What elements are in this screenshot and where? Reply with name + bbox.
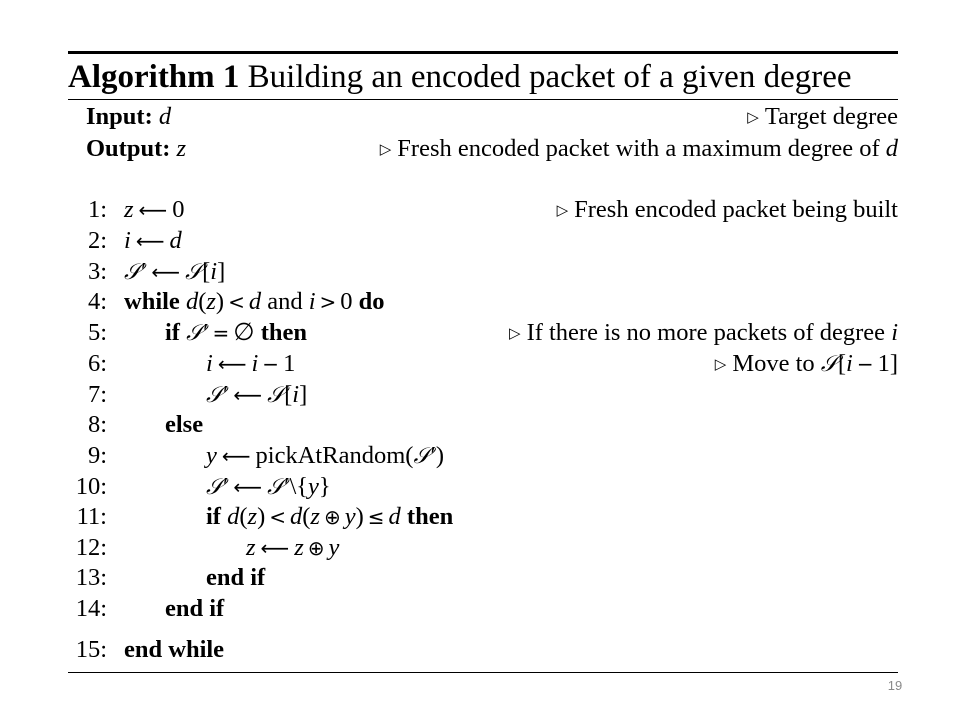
input-comment: ▷ Target degree [747,103,898,130]
line-code: while d(z) < d and i > 0 do [124,288,385,315]
output-var: z [176,135,187,162]
top-rule [68,51,898,54]
line-code: end while [124,636,225,663]
caption-rule [68,99,898,100]
line-code: if d(z) < d(z ⊕ y) ≤ d then [206,503,454,530]
line-code: 𝒮′ ⟵ 𝒮′\{y} [206,473,331,500]
algo-line-7 [68,379,898,411]
algo-line-11 [68,501,898,533]
line-code: z ⟵ z ⊕ y [246,534,340,561]
line-code: else [165,411,204,438]
line-code: y ⟵ pickAtRandom(𝒮′) [206,442,444,469]
comment-triangle-icon: ▷ [509,324,521,342]
input-line [68,101,898,133]
line-code: i ⟵ i − 1 [206,350,296,377]
algo-line-8 [68,409,898,441]
line-comment: ▷ Fresh encoded packet being built [556,196,898,223]
algo-line-3 [68,256,898,288]
line-number: 7: [87,381,107,408]
bottom-rule [68,672,898,673]
line-number: 13: [75,564,107,591]
input-label: Input: [86,103,153,130]
line-number: 6: [87,350,107,377]
algo-line-14 [68,593,898,625]
line-number: 14: [75,595,107,622]
line-code: z ⟵ 0 [124,196,185,223]
algorithm-title: Building an encoded packet of a given degree [247,59,852,95]
line-number: 2: [87,227,107,254]
line-code: i ⟵ d [124,227,182,254]
line-number: 12: [75,534,107,561]
line-comment: ▷ If there is no more packets of degree i [509,319,898,346]
line-number: 3: [87,258,107,285]
line-number: 1: [87,196,107,223]
line-number: 11: [76,503,107,530]
algorithm-caption [68,58,908,96]
algo-line-6 [68,348,898,380]
algo-line-13 [68,562,898,594]
line-code: 𝒮′ ⟵ 𝒮[i] [206,381,308,408]
line-code: 𝒮′ ⟵ 𝒮[i] [124,258,226,285]
algo-line-15 [68,634,898,666]
algo-line-2 [68,225,898,257]
comment-triangle-icon: ▷ [714,355,727,373]
line-number: 8: [87,411,107,438]
algo-line-5 [68,317,898,349]
comment-triangle-icon: ▷ [556,201,569,219]
line-code: end if [165,595,225,622]
line-number: 4: [87,288,107,315]
output-comment: ▷ Fresh encoded packet with a maximum degree of d [379,135,898,162]
output-line [68,133,898,165]
input-var: d [158,103,172,130]
algorithm-label: Algorithm 1 [68,59,240,95]
line-number: 15: [75,636,107,663]
algo-line-10 [68,471,898,503]
line-code: if 𝒮′ = ∅ then [165,319,308,346]
output-label: Output: [86,135,171,162]
algo-line-9 [68,440,898,472]
algo-line-1 [68,194,898,226]
comment-triangle-icon: ▷ [747,108,759,126]
page-number: 19 [887,678,903,693]
algo-line-12 [68,532,898,564]
algo-line-4 [68,286,898,318]
line-number: 5: [87,319,107,346]
line-code: end if [206,564,266,591]
line-comment: ▷ Move to 𝒮[i − 1] [714,350,898,377]
line-number: 9: [87,442,107,469]
line-number: 10: [75,473,107,500]
comment-triangle-icon: ▷ [379,140,392,158]
